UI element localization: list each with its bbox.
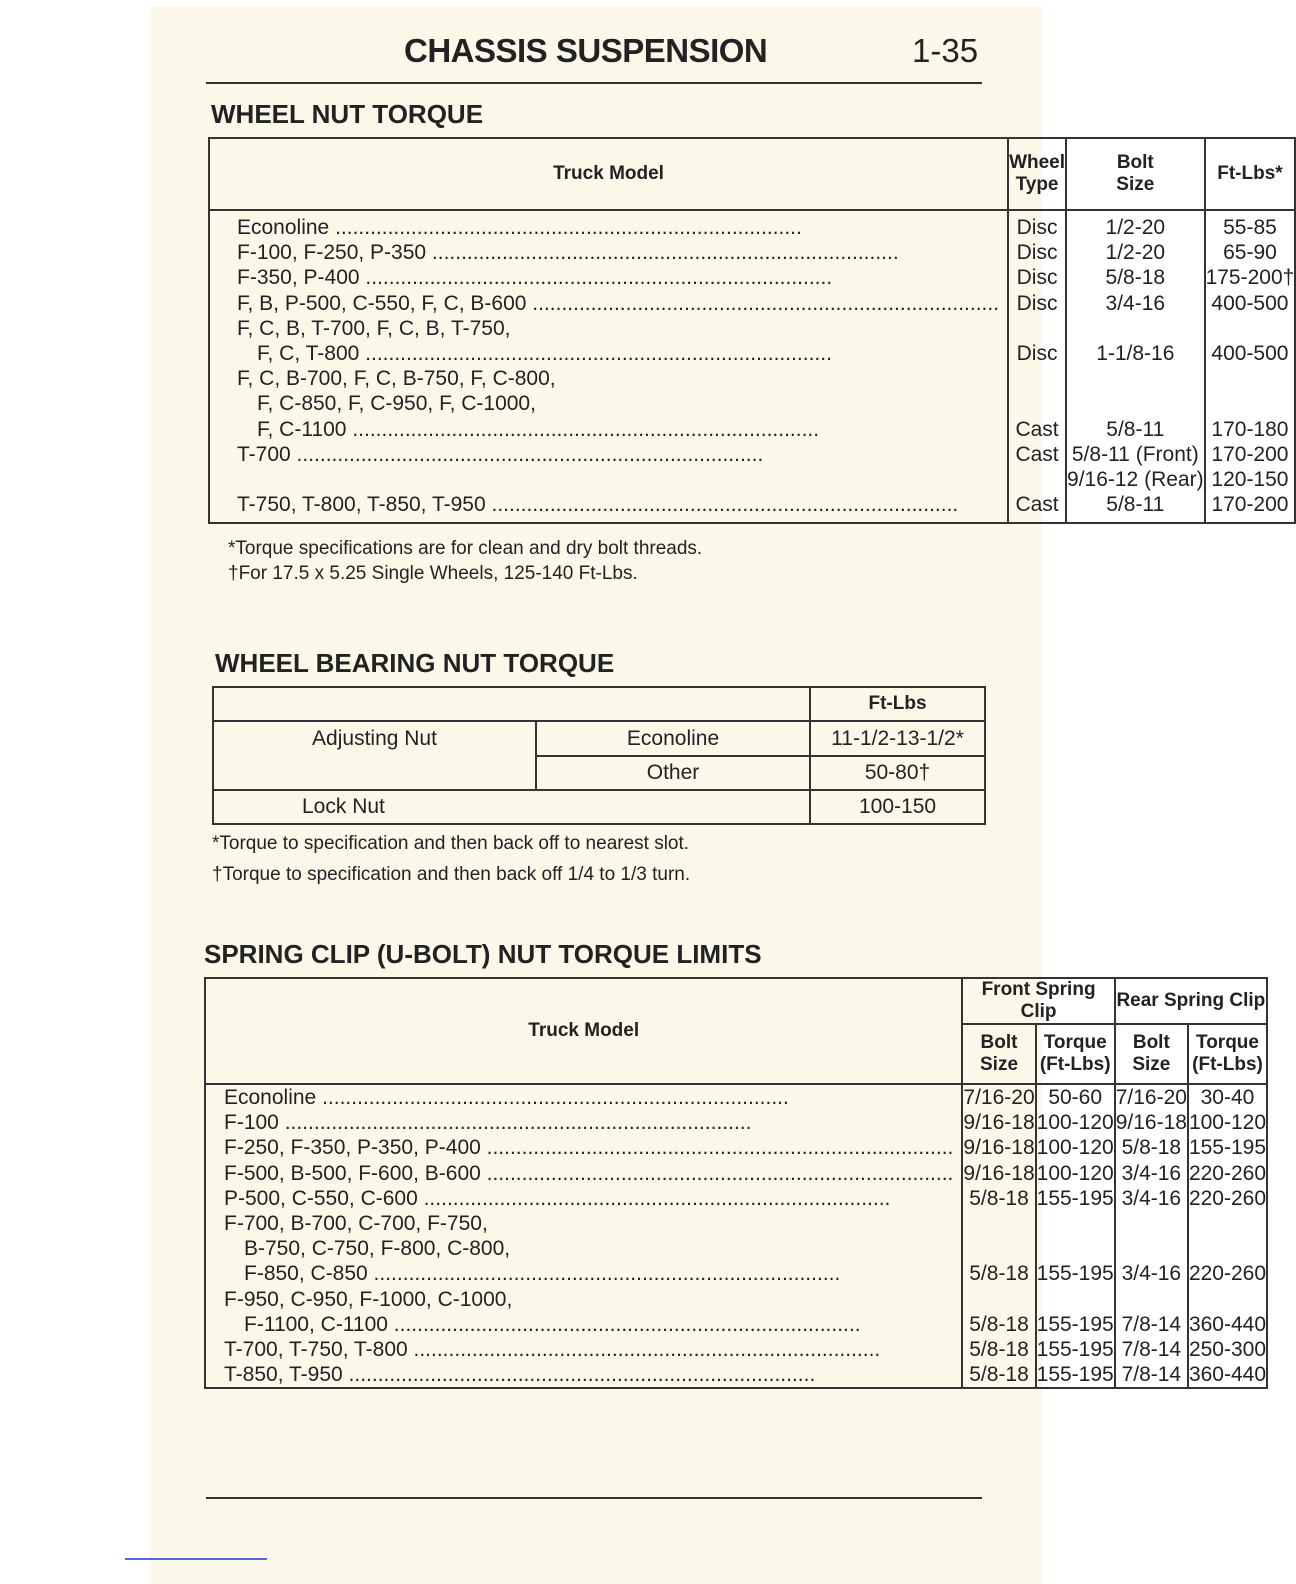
table-row (213, 790, 985, 824)
list-item (1189, 1287, 1266, 1312)
econoline-label: Econoline (536, 721, 810, 755)
list-item (1206, 391, 1295, 416)
front-bolt-size-header: Bolt Size (962, 1024, 1035, 1084)
list-item: Cast (1015, 417, 1059, 441)
front-torque-cell (1036, 1084, 1115, 1388)
list-item: 9/16-18 (963, 1161, 1035, 1185)
list-item: F-1100, C-1100 ................................................................................ (244, 1312, 861, 1336)
list-item: 9/16-18 (963, 1136, 1035, 1160)
list-item: 3/4-16 (1121, 1262, 1182, 1286)
models-cell (209, 210, 1008, 523)
col-truck-model: Truck Model (205, 978, 962, 1084)
list-item: F-350, P-400 ................................................................................ (237, 266, 833, 290)
list-item (1189, 1211, 1266, 1236)
bottom-link-underline (125, 1558, 267, 1560)
list-item (963, 1287, 1034, 1312)
list-item: Disc (1016, 241, 1058, 265)
spring-table (204, 977, 1268, 1389)
list-item: 155-195 (1036, 1262, 1114, 1286)
list-item: 170-200 (1211, 442, 1289, 466)
bearing-note-1: *Torque to specification and then back off to nearest slot. (212, 833, 690, 854)
list-item: 7/8-14 (1121, 1312, 1182, 1336)
list-item: Econoline ................................................................................ (237, 216, 802, 239)
other-value: 50-80† (810, 756, 985, 790)
bearing-heading: WHEEL BEARING NUT TORQUE (215, 648, 615, 678)
list-item: 5/8-11 (Front) (1071, 442, 1199, 466)
list-item: 155-195 (1036, 1337, 1114, 1361)
list-item: 220-260 (1188, 1262, 1267, 1286)
spring-heading: SPRING CLIP (U-BOLT) NUT TORQUE LIMITS (204, 939, 762, 969)
rear-bolt-cell (1115, 1084, 1188, 1388)
list-item (963, 1211, 1034, 1236)
list-item (963, 1236, 1034, 1261)
list-item: P-500, C-550, C-600 ................................................................................ (224, 1186, 891, 1210)
list-item: T-700, T-750, T-800 ................................................................................ (224, 1337, 881, 1361)
list-item: F, C, T-800 ................................................................................ (257, 341, 832, 365)
list-item: T-700 ................................................................................ (237, 442, 764, 466)
list-item: 5/8-18 (969, 1312, 1029, 1336)
ftlbs-cell (1205, 210, 1296, 523)
col-ft-lbs: Ft-Lbs (810, 687, 985, 721)
rear-torque-cell (1188, 1084, 1267, 1388)
list-item: 220-260 (1188, 1186, 1267, 1210)
list-item: 9/16-18 (1115, 1111, 1187, 1135)
list-item (1067, 391, 1204, 416)
list-item: 3/4-16 (1105, 291, 1166, 315)
other-label: Other (536, 756, 810, 790)
list-item: F, B, P-500, C-550, F, C, B-600 ................................................................................ (237, 291, 1000, 315)
col-wheel-type: Wheel Type (1008, 138, 1066, 210)
types-cell (1008, 210, 1066, 523)
header-rule (206, 82, 982, 84)
list-item: 5/8-11 (1106, 417, 1165, 441)
list-item: 5/8-11 (1106, 493, 1165, 517)
list-item: 155-195 (1188, 1136, 1267, 1160)
list-item: Disc (1016, 266, 1058, 290)
bearing-note-2: †Torque to specification and then back off 1/4 to 1/3 turn. (212, 864, 691, 885)
table-header-row (213, 687, 985, 721)
list-item: F, C, B-700, F, C, B-750, F, C-800, (237, 367, 556, 391)
rear-spring-clip-header: Rear Spring Clip (1115, 978, 1267, 1024)
blank-header-cell (213, 687, 810, 721)
list-item (1037, 1236, 1114, 1261)
list-item: 400-500 (1211, 341, 1289, 365)
rear-torque-header: Torque (Ft-Lbs) (1188, 1024, 1267, 1084)
list-item: Econoline ................................................................................ (224, 1086, 789, 1109)
list-item (1037, 1211, 1114, 1236)
list-item: 100-120 (1036, 1161, 1114, 1185)
list-item: 50-60 (1048, 1086, 1103, 1109)
list-item: 155-195 (1036, 1312, 1114, 1336)
list-item (1009, 366, 1065, 391)
front-torque-header: Torque (Ft-Lbs) (1036, 1024, 1115, 1084)
list-item: 7/8-14 (1121, 1337, 1182, 1361)
list-item: F, C-850, F, C-950, F, C-1000, (257, 392, 536, 416)
list-item: F-850, C-850 ................................................................................ (244, 1262, 841, 1286)
list-item (1037, 1287, 1114, 1312)
list-item: 170-200 (1211, 493, 1289, 517)
list-item (237, 467, 999, 492)
list-item: F-950, C-950, F-1000, C-1000, (224, 1287, 513, 1311)
list-item: 170-180 (1211, 417, 1289, 441)
list-item: 55-85 (1223, 216, 1277, 239)
page-number: 1-35 (912, 32, 979, 69)
list-item: F, C, B, T-700, F, C, B, T-750, (237, 316, 511, 340)
list-item: B-750, C-750, F-800, C-800, (244, 1237, 511, 1261)
list-item (1067, 316, 1204, 341)
list-item: 3/4-16 (1121, 1186, 1182, 1210)
list-item: 250-300 (1188, 1337, 1267, 1361)
list-item: 7/16-20 (1115, 1086, 1187, 1109)
list-item (1067, 366, 1204, 391)
list-item (1009, 467, 1065, 492)
page-title: CHASSIS SUSPENSION (404, 32, 768, 69)
table-header-row (205, 978, 1267, 1024)
col-truck-model: Truck Model (209, 138, 1008, 210)
list-item: 7/8-14 (1121, 1363, 1182, 1387)
list-item: 155-195 (1036, 1186, 1114, 1210)
list-item: 5/8-18 (969, 1363, 1029, 1387)
list-item (1206, 316, 1295, 341)
list-item: 65-90 (1223, 241, 1277, 265)
adjusting-nut-label: Adjusting Nut (213, 721, 536, 790)
list-item: 155-195 (1036, 1363, 1114, 1387)
list-item (1116, 1287, 1187, 1312)
list-item: Cast (1015, 493, 1059, 517)
wheel-nut-table (208, 137, 1296, 524)
list-item: 100-120 (1036, 1136, 1114, 1160)
list-item: 360-440 (1188, 1363, 1267, 1387)
wheel-nut-note-2: †For 17.5 x 5.25 Single Wheels, 125-140 Ft-Lbs. (228, 563, 638, 584)
list-item: 5/8-18 (969, 1186, 1029, 1210)
list-item: Disc (1016, 291, 1058, 315)
rear-bolt-size-header: Bolt Size (1115, 1024, 1188, 1084)
list-item: 120-150 (1211, 467, 1289, 491)
list-item (1206, 366, 1295, 391)
list-item (1009, 391, 1065, 416)
list-item: 9/16-18 (963, 1111, 1035, 1135)
list-item: 1/2-20 (1105, 241, 1166, 265)
list-item: 5/8-18 (969, 1337, 1029, 1361)
front-bolt-cell (962, 1084, 1035, 1388)
lock-nut-label: Lock Nut (213, 790, 810, 824)
table-row (213, 721, 985, 755)
list-item: Cast (1015, 442, 1059, 466)
table-body-row (209, 210, 1295, 523)
list-item: 3/4-16 (1121, 1161, 1182, 1185)
front-spring-clip-header: Front Spring Clip (962, 978, 1114, 1024)
list-item: F, C-1100 ................................................................................ (257, 417, 820, 441)
list-item: 30-40 (1200, 1086, 1255, 1109)
list-item: 9/16-12 (Rear) (1067, 467, 1204, 491)
list-item: F-250, F-350, P-350, P-400 ................................................................................ (224, 1136, 954, 1160)
list-item: F-100, F-250, P-350 ................................................................................ (237, 241, 899, 265)
wheel-nut-note-1: *Torque specifications are for clean and dry bolt threads. (228, 538, 703, 559)
list-item: F-100 ................................................................................ (224, 1111, 752, 1135)
col-bolt-size: Bolt Size (1066, 138, 1205, 210)
list-item: 7/16-20 (963, 1086, 1035, 1109)
footer-rule (206, 1497, 982, 1499)
list-item: 360-440 (1188, 1312, 1267, 1336)
list-item (1189, 1236, 1266, 1261)
table-body-row (205, 1084, 1267, 1388)
list-item: F-500, B-500, F-600, B-600 ................................................................................ (224, 1161, 954, 1185)
list-item: F-700, B-700, C-700, F-750, (224, 1211, 488, 1235)
list-item: 175-200† (1205, 266, 1295, 290)
models-cell (205, 1084, 962, 1388)
list-item: 1-1/8-16 (1096, 341, 1175, 365)
bolts-cell (1066, 210, 1205, 523)
list-item (1116, 1211, 1187, 1236)
list-item: Disc (1016, 341, 1058, 365)
list-item: 1/2-20 (1105, 216, 1166, 239)
list-item: 5/8-18 (1121, 1136, 1182, 1160)
wheel-nut-heading: WHEEL NUT TORQUE (211, 99, 484, 129)
list-item: 220-260 (1188, 1161, 1267, 1185)
table-header-row (209, 138, 1295, 210)
col-ft-lbs: Ft-Lbs* (1205, 138, 1296, 210)
econoline-value: 11-1/2-13-1/2* (810, 721, 985, 755)
bearing-table (212, 686, 986, 825)
list-item: 5/8-18 (1105, 266, 1166, 290)
list-item: 400-500 (1211, 291, 1289, 315)
list-item: T-750, T-800, T-850, T-950 ................................................................................ (237, 493, 959, 517)
list-item: Disc (1016, 216, 1058, 239)
list-item: T-850, T-950 ................................................................................ (224, 1363, 816, 1387)
lock-nut-value: 100-150 (810, 790, 985, 824)
list-item: 100-120 (1036, 1111, 1114, 1135)
list-item: 100-120 (1188, 1111, 1267, 1135)
list-item: 5/8-18 (969, 1262, 1029, 1286)
list-item (1009, 316, 1065, 341)
list-item (1116, 1236, 1187, 1261)
